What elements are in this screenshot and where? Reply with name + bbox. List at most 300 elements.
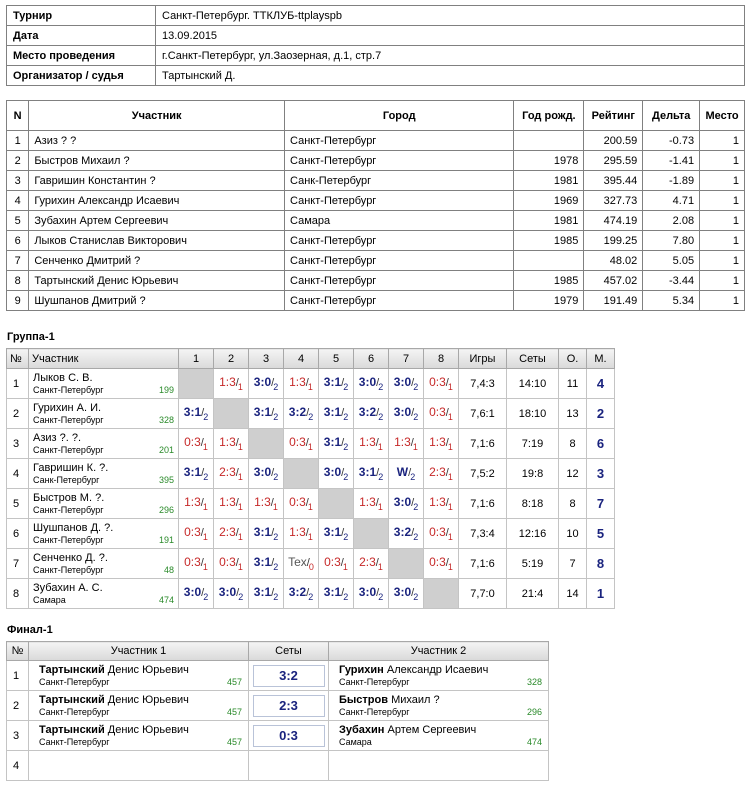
- match-points: 2: [273, 471, 279, 482]
- participant-name: Гурихин Александр Исаевич: [29, 191, 285, 211]
- col-participant: Участник: [29, 101, 285, 131]
- match-result-cell[interactable]: [389, 519, 424, 549]
- self-cell: [354, 519, 389, 549]
- info-row: [7, 66, 745, 86]
- match-score: 3:0: [323, 465, 342, 480]
- final-col-sets: Сеты: [249, 642, 329, 661]
- group-player: [29, 459, 179, 489]
- group-row-n: 6: [7, 519, 29, 549]
- participant-birth-year: 1979: [514, 291, 584, 311]
- participant-city: Санкт-Петербург: [285, 231, 514, 251]
- group-col-n: №: [7, 349, 29, 369]
- group-row-n: 4: [7, 459, 29, 489]
- match-score: 3:0: [393, 375, 412, 390]
- match-result-cell[interactable]: [424, 399, 459, 429]
- final-p1-name: [39, 664, 242, 677]
- score-slash: /: [411, 527, 415, 540]
- match-points: 2: [413, 591, 419, 602]
- match-points: 2: [378, 411, 384, 422]
- match-score: 0:3: [184, 435, 201, 450]
- match-score: 0:3: [289, 495, 306, 510]
- match-result-cell[interactable]: [424, 519, 459, 549]
- match-result-cell[interactable]: [179, 489, 214, 519]
- participant-row: [7, 151, 745, 171]
- match-result-cell[interactable]: [179, 459, 214, 489]
- match-points: 2: [343, 591, 349, 602]
- score-slash: /: [376, 377, 380, 390]
- score-slash: /: [445, 377, 449, 390]
- final-row-n: 3: [7, 721, 29, 751]
- final-p1-city-row: [39, 677, 242, 688]
- final-row-n: 2: [7, 691, 29, 721]
- match-points: 1: [307, 381, 313, 392]
- info-row: [7, 6, 745, 26]
- group-col-place: М.: [587, 349, 615, 369]
- player-city: Санкт-Петербург: [33, 564, 104, 575]
- participant-name: Гавришин Константин ?: [29, 171, 285, 191]
- participant-rating: 191.49: [584, 291, 643, 311]
- player-name: Зубахин А. С.: [33, 581, 103, 594]
- match-result-cell[interactable]: [249, 399, 284, 429]
- match-points: 1: [307, 501, 313, 512]
- match-points: 2: [378, 591, 384, 602]
- match-result-cell[interactable]: [354, 579, 389, 609]
- match-result-cell[interactable]: [319, 369, 354, 399]
- final-p2-name: [339, 694, 542, 707]
- participants-header-row: [7, 101, 745, 131]
- player-name: Сенченко Д. ?.: [33, 551, 108, 564]
- final-p2-lastname: Быстров: [339, 693, 389, 706]
- score-slash: /: [445, 557, 449, 570]
- match-score: 3:0: [393, 405, 412, 420]
- match-result-cell[interactable]: [284, 489, 319, 519]
- score-slash: /: [411, 377, 415, 390]
- match-score: 1:3: [219, 495, 236, 510]
- participant-n: 1: [7, 131, 29, 151]
- match-points: 1: [447, 501, 453, 512]
- participant-name: Тартынский Денис Юрьевич: [29, 271, 285, 291]
- score-slash: /: [200, 527, 204, 540]
- group-title: Группа-1: [7, 331, 55, 343]
- match-result-cell[interactable]: [319, 399, 354, 429]
- group-place: 7: [587, 489, 615, 519]
- self-cell: [179, 369, 214, 399]
- group-place: 3: [587, 459, 615, 489]
- match-result-cell[interactable]: [249, 549, 284, 579]
- player-name: Шушпанов Д. ?.: [33, 521, 114, 534]
- match-points: 1: [202, 501, 208, 512]
- score-slash: /: [341, 377, 345, 390]
- participant-rating: 474.19: [584, 211, 643, 231]
- participant-row: [7, 191, 745, 211]
- player-rating: 474: [158, 594, 174, 605]
- group-games: 7,1:6: [459, 489, 507, 519]
- participant-n: 3: [7, 171, 29, 191]
- group-games: 7,6:1: [459, 399, 507, 429]
- match-result-cell[interactable]: [319, 549, 354, 579]
- player-name: Гавришин К. ?.: [33, 461, 109, 474]
- match-points: 2: [273, 381, 279, 392]
- participant-row: [7, 231, 745, 251]
- participant-row: [7, 291, 745, 311]
- final-p1-city: Санкт-Петербург: [39, 736, 110, 747]
- group-place: 1: [587, 579, 615, 609]
- match-score: 1:3: [394, 435, 411, 450]
- match-points: 2: [273, 531, 279, 542]
- match-points: 2: [273, 561, 279, 572]
- match-score: 3:0: [393, 495, 412, 510]
- participant-birth-year: [514, 131, 584, 151]
- score-slash: /: [411, 407, 415, 420]
- participant-rating: 295.59: [584, 151, 643, 171]
- col-birth-year: Год рожд.: [514, 101, 584, 131]
- score-slash: /: [341, 587, 345, 600]
- participant-city: Самара: [285, 211, 514, 231]
- participant-name: Азиз ? ?: [29, 131, 285, 151]
- final-p2-rating: 474: [526, 736, 542, 747]
- participant-name: Шушпанов Дмитрий ?: [29, 291, 285, 311]
- match-points: 1: [237, 381, 243, 392]
- match-result-cell[interactable]: [319, 459, 354, 489]
- match-result-cell[interactable]: [214, 489, 249, 519]
- group-points: 10: [559, 519, 587, 549]
- score-slash: /: [375, 557, 379, 570]
- group-row-n: 7: [7, 549, 29, 579]
- participant-city: Санк-Петербург: [285, 171, 514, 191]
- group-col-4: 4: [284, 349, 319, 369]
- match-score: 0:3: [184, 525, 201, 540]
- match-result-cell[interactable]: [284, 579, 319, 609]
- info-key: Место проведения: [7, 46, 156, 66]
- group-points: 14: [559, 579, 587, 609]
- final-sets-score[interactable]: 3:2: [253, 665, 325, 687]
- match-score: 3:2: [288, 585, 307, 600]
- group-row: [7, 459, 615, 489]
- match-points: 1: [447, 471, 453, 482]
- match-result-cell[interactable]: [179, 549, 214, 579]
- participant-city: Санкт-Петербург: [285, 131, 514, 151]
- match-points: 2: [273, 411, 279, 422]
- score-slash: /: [200, 437, 204, 450]
- match-result-cell[interactable]: [179, 429, 214, 459]
- match-result-cell[interactable]: [424, 489, 459, 519]
- score-slash: /: [306, 407, 310, 420]
- group-place: 4: [587, 369, 615, 399]
- group-points: 11: [559, 369, 587, 399]
- match-result-cell[interactable]: [214, 369, 249, 399]
- final-empty-p1: [29, 751, 249, 781]
- match-score: 1:3: [289, 525, 306, 540]
- participant-birth-year: 1981: [514, 171, 584, 191]
- match-score: 2:3: [429, 465, 446, 480]
- score-slash: /: [445, 467, 449, 480]
- player-city: Самара: [33, 594, 66, 605]
- score-slash: /: [200, 557, 204, 570]
- match-score: 1:3: [429, 495, 446, 510]
- match-points: 2: [343, 381, 349, 392]
- participant-row: [7, 131, 745, 151]
- participant-city: Санкт-Петербург: [285, 251, 514, 271]
- match-points: 1: [377, 501, 383, 512]
- match-points: 1: [342, 561, 348, 572]
- match-result-cell[interactable]: [319, 579, 354, 609]
- group-points: 8: [559, 429, 587, 459]
- match-result-cell[interactable]: [284, 549, 319, 579]
- match-result-cell[interactable]: [354, 549, 389, 579]
- match-score: 3:1: [323, 405, 342, 420]
- match-result-cell[interactable]: [284, 369, 319, 399]
- final-p1-city-row: [39, 737, 242, 748]
- score-slash: /: [201, 407, 205, 420]
- match-result-cell[interactable]: [214, 579, 249, 609]
- final-p1-firstname: Денис Юрьевич: [104, 663, 189, 676]
- score-slash: /: [235, 497, 239, 510]
- info-value: Тартынский Д.: [156, 66, 745, 86]
- match-result-cell[interactable]: [249, 369, 284, 399]
- participant-delta: -1.41: [643, 151, 700, 171]
- final-empty-p2: [329, 751, 549, 781]
- self-cell: [424, 579, 459, 609]
- score-slash: /: [235, 527, 239, 540]
- participant-row: [7, 271, 745, 291]
- participant-n: 2: [7, 151, 29, 171]
- group-player: [29, 369, 179, 399]
- final-p1-name: [39, 724, 242, 737]
- final-p1-firstname: Денис Юрьевич: [104, 693, 189, 706]
- score-slash: /: [445, 527, 449, 540]
- match-result-cell[interactable]: [249, 519, 284, 549]
- group-sets: 7:19: [507, 429, 559, 459]
- final-p1-city: Санкт-Петербург: [39, 706, 110, 717]
- match-result-cell[interactable]: [389, 429, 424, 459]
- group-place: 6: [587, 429, 615, 459]
- match-score: 3:0: [358, 585, 377, 600]
- final-p1-rating: 457: [226, 736, 242, 747]
- participant-birth-year: 1985: [514, 271, 584, 291]
- participant-birth-year: 1985: [514, 231, 584, 251]
- final-p1-firstname: Денис Юрьевич: [104, 723, 189, 736]
- group-row-n: 3: [7, 429, 29, 459]
- participant-city: Санкт-Петербург: [285, 291, 514, 311]
- participants-table: [6, 100, 745, 311]
- score-slash: /: [236, 587, 240, 600]
- match-score: 0:3: [429, 555, 446, 570]
- participant-city: Санкт-Петербург: [285, 271, 514, 291]
- match-result-cell[interactable]: [389, 579, 424, 609]
- participant-n: 7: [7, 251, 29, 271]
- player-city: Санкт-Петербург: [33, 504, 104, 515]
- participant-delta: 5.34: [643, 291, 700, 311]
- match-points: 1: [447, 561, 453, 572]
- group-col-8: 8: [424, 349, 459, 369]
- player-rating: 191: [158, 534, 174, 545]
- match-result-cell[interactable]: [284, 519, 319, 549]
- group-table: [6, 348, 615, 609]
- match-result-cell[interactable]: [389, 459, 424, 489]
- match-points: 1: [237, 501, 243, 512]
- match-result-cell[interactable]: [389, 399, 424, 429]
- match-score: 3:0: [218, 585, 237, 600]
- final-p2-name: [339, 724, 542, 737]
- match-result-cell[interactable]: [389, 369, 424, 399]
- match-result-cell[interactable]: [354, 489, 389, 519]
- match-result-cell[interactable]: [319, 519, 354, 549]
- match-points: 1: [412, 441, 418, 452]
- group-sets: 8:18: [507, 489, 559, 519]
- participant-row: [7, 211, 745, 231]
- match-score: W: [396, 465, 409, 480]
- match-score: 3:2: [358, 405, 377, 420]
- participant-delta: 7.80: [643, 231, 700, 251]
- match-result-cell[interactable]: [284, 399, 319, 429]
- final-sets-score[interactable]: 0:3: [253, 725, 325, 747]
- match-result-cell[interactable]: [214, 549, 249, 579]
- final-col-participant1: Участник 1: [29, 642, 249, 661]
- group-games: 7,5:2: [459, 459, 507, 489]
- match-result-cell[interactable]: [389, 489, 424, 519]
- final-p1-city-row: [39, 707, 242, 718]
- final-col-n: №: [7, 642, 29, 661]
- group-col-sets: Сеты: [507, 349, 559, 369]
- final-p1-lastname: Тартынский: [39, 663, 105, 676]
- participant-delta: -1.89: [643, 171, 700, 191]
- final-p2-cell: [329, 691, 549, 721]
- final-p2-firstname: Александр Исаевич: [383, 663, 489, 676]
- match-result-cell[interactable]: [179, 579, 214, 609]
- final-p1-lastname: Тартынский: [39, 693, 105, 706]
- score-slash: /: [306, 557, 310, 570]
- match-result-cell[interactable]: [249, 489, 284, 519]
- match-points: 2: [343, 411, 349, 422]
- participant-rating: 48.02: [584, 251, 643, 271]
- match-score: 1:3: [219, 435, 236, 450]
- final-p2-rating: 296: [526, 706, 542, 717]
- match-result-cell[interactable]: [354, 369, 389, 399]
- group-points: 7: [559, 549, 587, 579]
- final-p2-city: Санкт-Петербург: [339, 706, 410, 717]
- match-points: 2: [343, 441, 349, 452]
- match-points: 1: [447, 411, 453, 422]
- match-points: 2: [343, 471, 349, 482]
- participant-delta: 2.08: [643, 211, 700, 231]
- final-p1-cell: [29, 691, 249, 721]
- group-player: [29, 429, 179, 459]
- score-slash: /: [271, 467, 275, 480]
- match-score: 3:0: [253, 465, 272, 480]
- match-result-cell[interactable]: [284, 429, 319, 459]
- final-p1-rating: 457: [226, 676, 242, 687]
- group-row: [7, 489, 615, 519]
- final-p2-firstname: Михаил ?: [388, 693, 440, 706]
- match-score: 3:2: [393, 525, 412, 540]
- score-slash: /: [271, 527, 275, 540]
- participant-birth-year: 1978: [514, 151, 584, 171]
- match-score: 0:3: [429, 405, 446, 420]
- score-slash: /: [235, 437, 239, 450]
- participant-n: 4: [7, 191, 29, 211]
- player-city: Санкт-Петербург: [33, 384, 104, 395]
- final-p1-cell: [29, 661, 249, 691]
- final-sets-score[interactable]: 2:3: [253, 695, 325, 717]
- final-p1-rating: 457: [226, 706, 242, 717]
- match-result-cell[interactable]: [214, 459, 249, 489]
- participant-place: 1: [700, 211, 745, 231]
- match-result-cell[interactable]: [424, 549, 459, 579]
- match-points: 1: [307, 441, 313, 452]
- match-result-cell[interactable]: [424, 429, 459, 459]
- group-row: [7, 369, 615, 399]
- group-player: [29, 549, 179, 579]
- match-points: 1: [202, 531, 208, 542]
- participant-n: 5: [7, 211, 29, 231]
- group-sets: 5:19: [507, 549, 559, 579]
- match-result-cell[interactable]: [214, 519, 249, 549]
- match-result-cell[interactable]: [319, 429, 354, 459]
- match-result-cell[interactable]: [179, 399, 214, 429]
- participant-place: 1: [700, 251, 745, 271]
- participant-place: 1: [700, 231, 745, 251]
- group-player: [29, 519, 179, 549]
- participant-n: 6: [7, 231, 29, 251]
- match-points: 1: [447, 381, 453, 392]
- match-points: 0: [308, 561, 314, 572]
- match-result-cell[interactable]: [354, 399, 389, 429]
- score-slash: /: [235, 557, 239, 570]
- final-header-row: [7, 642, 549, 661]
- final-empty-sets: [249, 751, 329, 781]
- match-score: 0:3: [219, 555, 236, 570]
- player-rating: 199: [158, 384, 174, 395]
- participant-city: Санкт-Петербург: [285, 191, 514, 211]
- match-score: 3:1: [323, 585, 342, 600]
- match-score: 1:3: [359, 495, 376, 510]
- score-slash: /: [201, 467, 205, 480]
- match-result-cell[interactable]: [354, 459, 389, 489]
- score-slash: /: [305, 437, 309, 450]
- score-slash: /: [376, 407, 380, 420]
- match-points: 2: [238, 591, 244, 602]
- final-p1-lastname: Тартынский: [39, 723, 105, 736]
- match-result-cell[interactable]: [249, 579, 284, 609]
- score-slash: /: [305, 377, 309, 390]
- match-result-cell[interactable]: [424, 459, 459, 489]
- participant-place: 1: [700, 151, 745, 171]
- group-col-7: 7: [389, 349, 424, 369]
- final-p2-lastname: Гурихин: [339, 663, 384, 676]
- score-slash: /: [305, 497, 309, 510]
- final-row-n: 4: [7, 751, 29, 781]
- match-score: 3:1: [358, 465, 377, 480]
- match-score: 3:1: [323, 435, 342, 450]
- match-result-cell[interactable]: [214, 429, 249, 459]
- match-points: 2: [308, 591, 314, 602]
- score-slash: /: [235, 467, 239, 480]
- match-result-cell[interactable]: [354, 429, 389, 459]
- final-sets-cell: [249, 721, 329, 751]
- match-score: 3:1: [323, 525, 342, 540]
- match-result-cell[interactable]: [249, 459, 284, 489]
- final-title: Финал-1: [7, 624, 53, 636]
- match-score: 0:3: [324, 555, 341, 570]
- score-slash: /: [305, 527, 309, 540]
- final-table: [6, 641, 549, 781]
- group-col-3: 3: [249, 349, 284, 369]
- group-games: 7,7:0: [459, 579, 507, 609]
- participant-row: [7, 251, 745, 271]
- match-result-cell[interactable]: [179, 519, 214, 549]
- group-row-n: 1: [7, 369, 29, 399]
- match-result-cell[interactable]: [424, 369, 459, 399]
